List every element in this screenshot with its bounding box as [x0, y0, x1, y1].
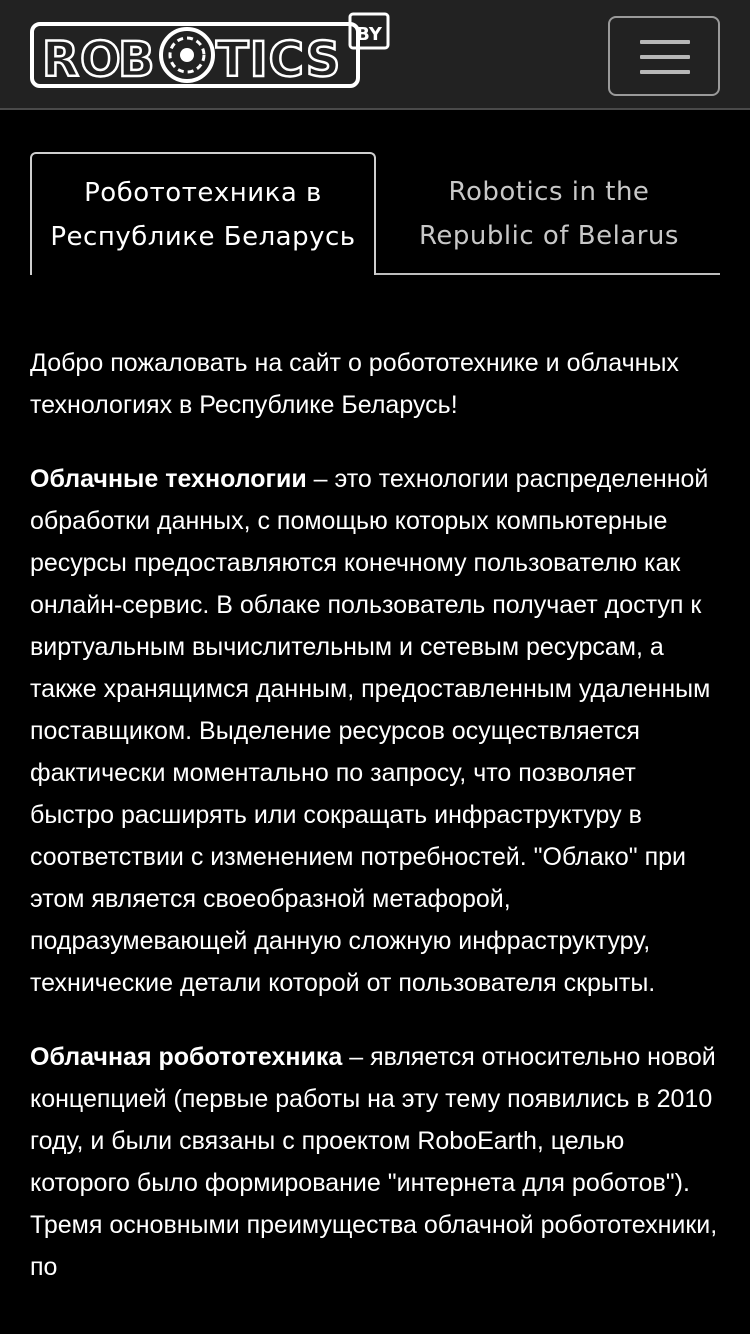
- hamburger-menu-icon: [640, 40, 690, 44]
- cloud-robotics-paragraph: [30, 1036, 722, 1288]
- hamburger-bar: [640, 70, 690, 74]
- main-content: [30, 342, 722, 1320]
- tab-russian[interactable]: [30, 152, 376, 275]
- navbar: [0, 0, 750, 110]
- tab-english[interactable]: [378, 152, 720, 275]
- cloud-technologies-text: – это технологии распределенной обработки данных, с помощью которых компьютерные ресурсы предоставляются конечному пользователю как онлайн-сервис. В облаке пользователь получает доступ к виртуальным вычислительным и сетевым ресурсам, а также хранящимся данным, предоставленным удаленным поставщиком. Выделение ресурсов осуществляется фактически моментально по запросу, что позволяет быстро расширять или сокращать инфраструктуру в соответствии с изменением потребностей. "Облако" при этом является своеобразной метафорой, подразумевающей данную сложную инфраструктуру, технические детали которой от пользователя скрыты.: [30, 465, 711, 997]
- tab-english-label: Robotics in the Republic of Belarus: [419, 176, 679, 251]
- welcome-paragraph: Добро пожаловать на сайт о робототехнике и облачных технологиях в Республике Беларусь!: [30, 349, 679, 419]
- cloud-robotics-text: – является относительно новой концепцией (первые работы на эту тему появились в 2010 году, и были связаны с проектом RoboEarth, целью которого было формирование "интернета для роботов"). Тремя основными преимущества облачной робототехники, по: [30, 1043, 718, 1281]
- language-tabs: [30, 152, 720, 276]
- tab-russian-label: Робототехника в Республике Беларусь: [50, 177, 356, 252]
- robotics-logo[interactable]: [30, 10, 392, 100]
- cloud-robotics-term: Облачная робототехника: [30, 1043, 343, 1071]
- svg-text:BY: BY: [356, 24, 382, 45]
- menu-toggle-button[interactable]: [608, 16, 720, 96]
- svg-text:RO: RO: [42, 32, 122, 88]
- svg-text:TICS: TICS: [216, 32, 342, 88]
- svg-text:B: B: [118, 32, 155, 88]
- hamburger-bar: [640, 55, 690, 59]
- cloud-technologies-paragraph: [30, 458, 722, 1004]
- cloud-technologies-term: Облачные технологии: [30, 465, 307, 493]
